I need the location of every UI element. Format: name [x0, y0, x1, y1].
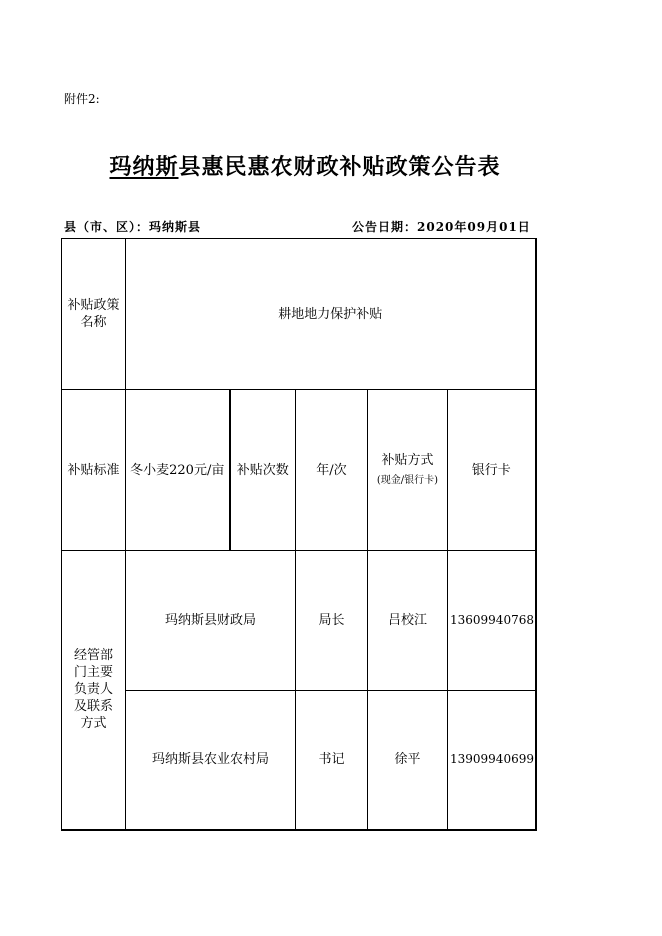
method-label: 补贴方式: [381, 452, 434, 468]
county-label: 县（市、区）：玛纳斯县: [64, 220, 202, 234]
dept-name: 玛纳斯县农业农村局: [126, 691, 296, 830]
page-title: [0, 150, 610, 181]
date-label: 公告日期：2020年09月01日: [352, 220, 531, 234]
dept-name: 玛纳斯县财政局: [126, 551, 296, 691]
method-note: (现金/银行卡): [376, 474, 439, 486]
title-underlined-part: 玛纳斯: [109, 154, 179, 180]
standard-value: 冬小麦220元/亩: [126, 390, 230, 551]
attachment-label: 附件2:: [64, 92, 100, 106]
title-rest: 县惠民惠农财政补贴政策公告表: [178, 154, 501, 180]
method-value: 银行卡: [448, 390, 536, 551]
dept-phone: 13909940699: [448, 691, 536, 830]
dept-position: 局长: [296, 551, 368, 691]
frequency-value: 年/次: [296, 390, 368, 551]
department-row: [62, 691, 536, 830]
policy-name-row: [62, 239, 536, 390]
dept-person: 徐平: [368, 691, 448, 830]
department-row: [62, 551, 536, 691]
standard-label: 补贴标准: [62, 390, 126, 551]
method-cell: [368, 390, 448, 551]
policy-table: [61, 238, 537, 831]
policy-name-value: 耕地地力保护补贴: [126, 239, 536, 390]
dept-phone: 13609940768: [448, 551, 536, 691]
dept-person: 吕校江: [368, 551, 448, 691]
dept-position: 书记: [296, 691, 368, 830]
frequency-label: 补贴次数: [230, 390, 296, 551]
policy-name-label: 补贴政策名称: [62, 239, 126, 390]
standard-row: [62, 390, 536, 551]
dept-label: 经管部门主要负责人及联系方式: [62, 551, 126, 830]
